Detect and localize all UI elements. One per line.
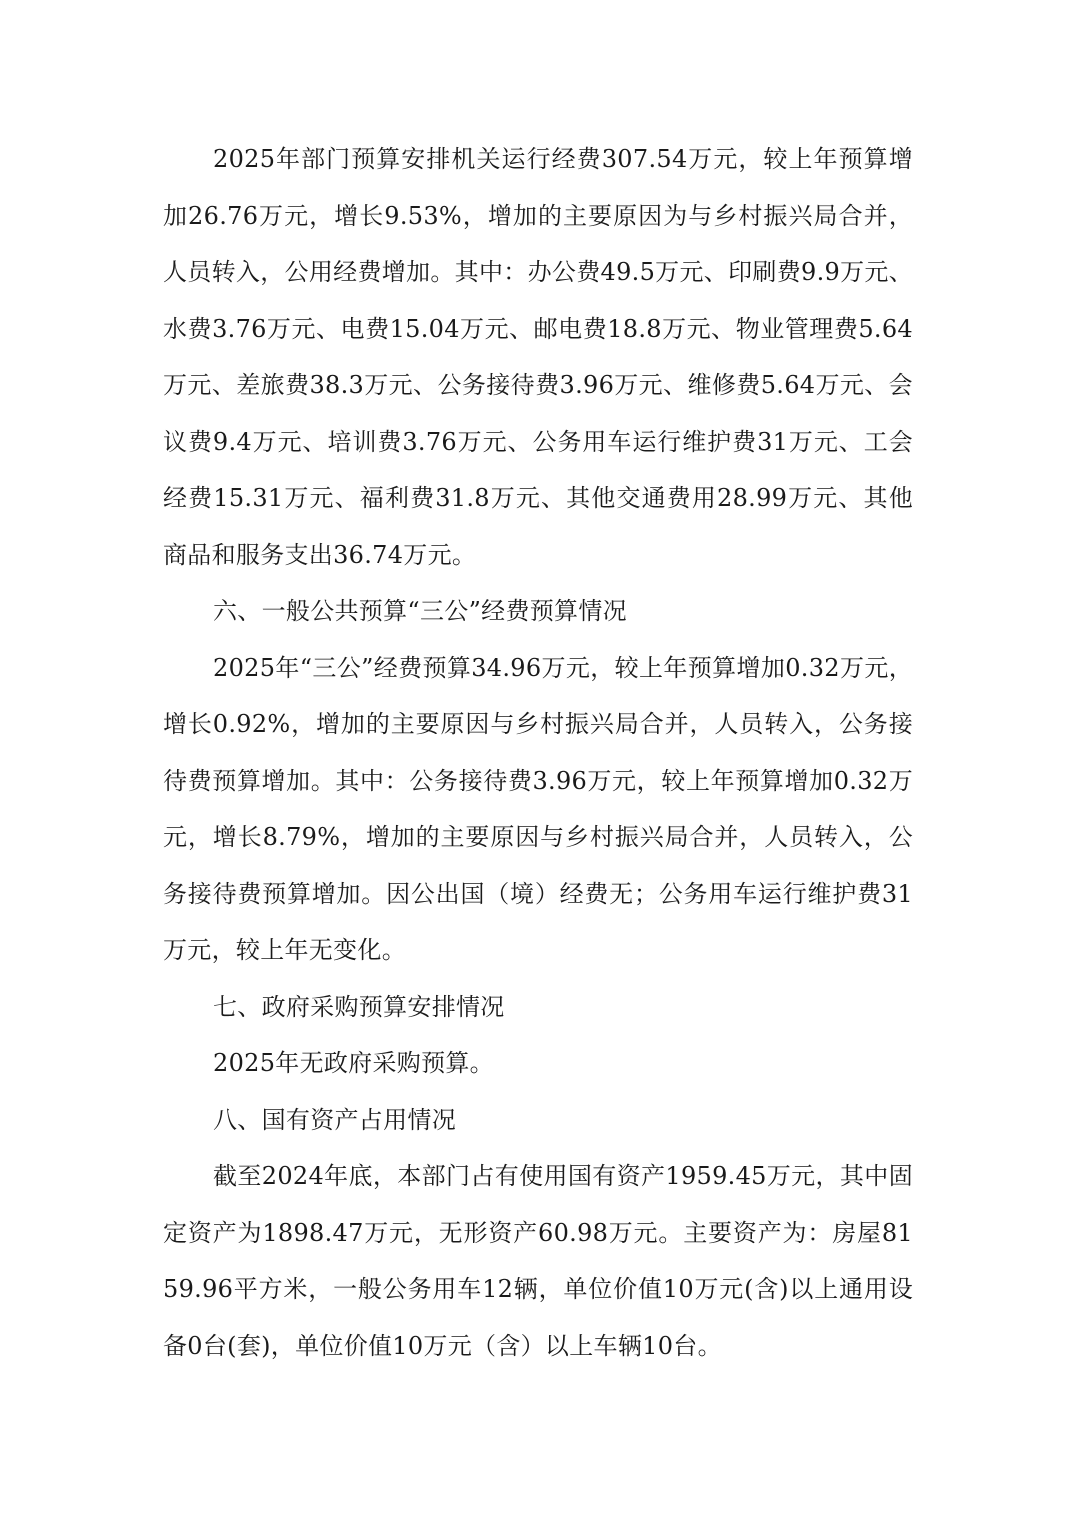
section-heading-state-assets: 八、国有资产占用情况 — [213, 1105, 456, 1134]
section-heading-three-public-expenses: 六、一般公共预算“三公”经费预算情况 — [213, 597, 627, 625]
paragraph-government-procurement: 2025年无政府采购预算。 — [213, 1049, 494, 1077]
document-body — [163, 131, 913, 1374]
paragraph-operating-expenses: 2025年部门预算安排机关运行经费307.54万元，较上年预算增加26.76万元，增长9.53%，增加的主要原因为与乡村振兴局合并，人员转入，公用经费增加。其中：办公费49.5万元、印刷费9.9万元、水费3.76万元、电费15.04万元、邮电费18.8万元、物业管理费5.64万元、差旅费38.3万元、公务接待费3.96万元、维修费5.64万元、会议费9.4万元、培训费3.76万元、公务用车运行维护费31万元、工会经费15.31万元、福利费31.8万元、其他交通费用28.99万元、其他商品和服务支出36.74万元。 — [163, 145, 913, 569]
paragraph-state-assets: 截至2024年底，本部门占有使用国有资产1959.45万元，其中固定资产为1898.47万元，无形资产60.98万元。主要资产为：房屋8159.96平方米，一般公务用车12辆，单位价值10万元(含)以上通用设备0台(套)，单位价值10万元（含）以上车辆10台。 — [163, 1162, 913, 1360]
section-heading-government-procurement: 七、政府采购预算安排情况 — [213, 992, 505, 1021]
paragraph-three-public-expenses: 2025年“三公”经费预算34.96万元，较上年预算增加0.32万元，增长0.92%，增加的主要原因与乡村振兴局合并，人员转入，公务接待费预算增加。其中：公务接待费3.96万元，较上年预算增加0.32万元，增长8.79%，增加的主要原因与乡村振兴局合并，人员转入，公务接待费预算增加。因公出国（境）经费无；公务用车运行维护费31万元，较上年无变化。 — [163, 653, 913, 964]
